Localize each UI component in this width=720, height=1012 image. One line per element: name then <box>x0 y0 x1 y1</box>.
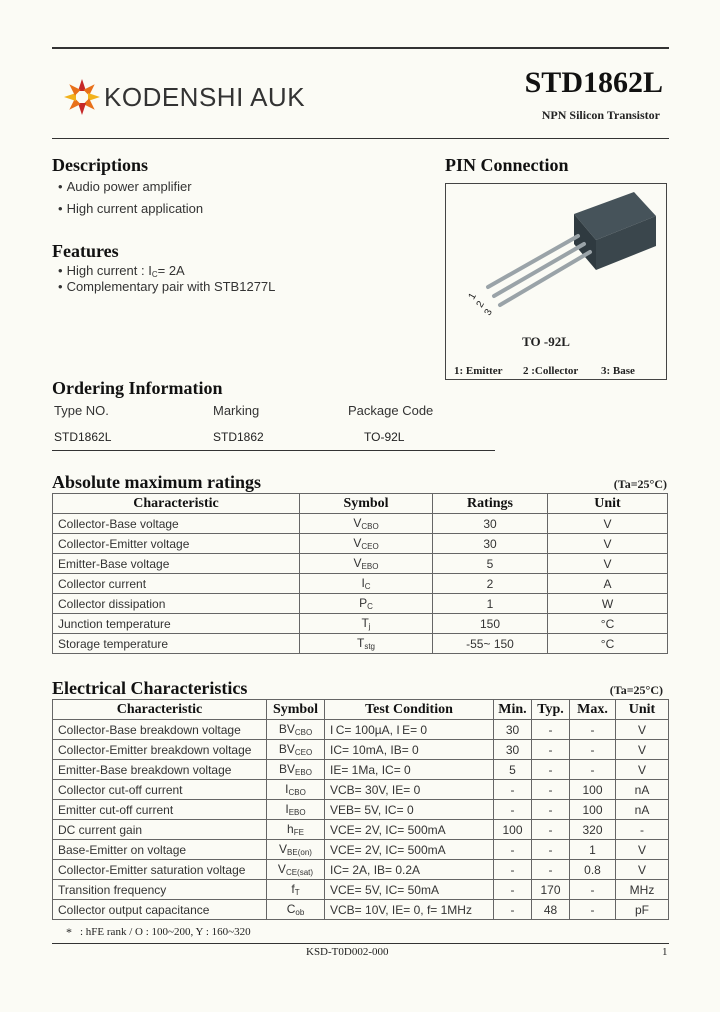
col-header: Test Condition <box>325 700 494 720</box>
typ-cell: - <box>532 860 570 880</box>
pin-connection-title: PIN Connection <box>445 155 569 175</box>
test-condition-cell: I C= 100µA, I E= 0 <box>325 720 494 740</box>
feature-item: • High current : $I_C= 2A$ <box>58 263 185 279</box>
symbol-cell: $f_T$ <box>267 880 325 900</box>
unit-cell: - <box>616 820 669 840</box>
min-cell: 5 <box>494 760 532 780</box>
description-item: • Audio power amplifier <box>58 179 192 194</box>
feature-item-suffix: = 2A <box>157 263 185 278</box>
typ-cell: - <box>532 820 570 840</box>
test-condition-cell: VCE= 2V, IC= 500mA <box>325 840 494 860</box>
top-rule <box>52 47 669 49</box>
unit-cell: V <box>616 760 669 780</box>
logo-sunburst-icon <box>62 77 102 117</box>
table-row <box>53 720 669 740</box>
max-cell: - <box>570 900 616 920</box>
characteristic-cell: Emitter-Base breakdown voltage <box>53 760 267 780</box>
symbol-cell: $P_C$ <box>300 594 433 614</box>
table-row <box>53 514 668 534</box>
min-cell: 30 <box>494 720 532 740</box>
unit-cell: V <box>548 514 668 534</box>
table-row <box>53 614 668 634</box>
ordering-header-package: Package Code <box>348 403 434 418</box>
rating-cell: 5 <box>433 554 548 574</box>
symbol-cell: $V_{CBO}$ <box>300 514 433 534</box>
abs-max-title: Absolute maximum ratings <box>52 472 262 492</box>
unit-cell: nA <box>616 780 669 800</box>
table-row <box>53 820 669 840</box>
rating-cell: -55~ 150 <box>433 634 548 654</box>
characteristic-cell: Base-Emitter on voltage <box>53 840 267 860</box>
col-header: Min. <box>494 700 532 720</box>
table-row <box>53 800 669 820</box>
max-cell: - <box>570 740 616 760</box>
electrical-condition: (Ta=25°C) <box>609 683 663 697</box>
symbol-cell: $BV_{EBO}$ <box>267 760 325 780</box>
max-cell: - <box>570 880 616 900</box>
max-cell: 1 <box>570 840 616 860</box>
min-cell: - <box>494 780 532 800</box>
ordering-package-value: TO-92L <box>364 430 405 444</box>
pin-number-label: 3 <box>482 307 495 318</box>
min-cell: 100 <box>494 820 532 840</box>
characteristic-cell: DC current gain <box>53 820 267 840</box>
descriptions-title: Descriptions <box>52 155 148 175</box>
table-row <box>53 534 668 554</box>
max-cell: 320 <box>570 820 616 840</box>
table-row <box>53 880 669 900</box>
max-cell: 100 <box>570 780 616 800</box>
characteristic-cell: Storage temperature <box>53 634 300 654</box>
col-header: Max. <box>570 700 616 720</box>
typ-cell: 48 <box>532 900 570 920</box>
symbol-cell: $BV_{CEO}$ <box>267 740 325 760</box>
brand-name: KODENSHI AUK <box>104 82 306 112</box>
features-title: Features <box>52 241 119 261</box>
symbol-cell: $V_{BE(on)}$ <box>267 840 325 860</box>
symbol-cell: $I_{CBO}$ <box>267 780 325 800</box>
pin-label-emitter: 1: Emitter <box>454 365 503 377</box>
doc-code: KSD-T0D002-000 <box>306 946 389 958</box>
symbol-cell: $V_{CE(sat)}$ <box>267 860 325 880</box>
characteristic-cell: Collector dissipation <box>53 594 300 614</box>
kodenshi-logo <box>62 77 102 117</box>
page-number: 1 <box>662 946 668 958</box>
footer-rule <box>52 943 669 944</box>
col-header: Ratings <box>433 494 548 514</box>
table-row <box>53 780 669 800</box>
table-header-row <box>53 700 669 720</box>
table-header-row <box>53 494 668 514</box>
table-row <box>53 594 668 614</box>
unit-cell: MHz <box>616 880 669 900</box>
unit-cell: A <box>548 574 668 594</box>
col-header: Characteristic <box>53 494 300 514</box>
table-row <box>53 760 669 780</box>
min-cell: - <box>494 880 532 900</box>
characteristic-cell: Collector-Emitter voltage <box>53 534 300 554</box>
table-row <box>53 574 668 594</box>
max-cell: 100 <box>570 800 616 820</box>
unit-cell: V <box>616 720 669 740</box>
rating-cell: 150 <box>433 614 548 634</box>
characteristic-cell: Collector cut-off current <box>53 780 267 800</box>
unit-cell: V <box>548 554 668 574</box>
test-condition-cell: IC= 2A, IB= 0.2A <box>325 860 494 880</box>
characteristic-cell: Transition frequency <box>53 880 267 900</box>
col-header: Symbol <box>267 700 325 720</box>
description-item-label: Audio power amplifier <box>66 179 192 194</box>
unit-cell: pF <box>616 900 669 920</box>
symbol-cell: $I_C$ <box>300 574 433 594</box>
symbol-cell: $h_{FE}$ <box>267 820 325 840</box>
col-header: Unit <box>616 700 669 720</box>
feature-item-label: Complementary pair with STB1277L <box>66 279 276 294</box>
unit-cell: °C <box>548 634 668 654</box>
ordering-rule <box>52 450 495 451</box>
characteristic-cell: Collector-Base voltage <box>53 514 300 534</box>
unit-cell: V <box>616 840 669 860</box>
unit-cell: V <box>616 860 669 880</box>
min-cell: - <box>494 800 532 820</box>
symbol-cell: $T_{stg}$ <box>300 634 433 654</box>
table-row <box>53 860 669 880</box>
test-condition-cell: VCB= 10V, IE= 0, f= 1MHz <box>325 900 494 920</box>
electrical-body <box>53 720 669 920</box>
col-header: Symbol <box>300 494 433 514</box>
col-header: Characteristic <box>53 700 267 720</box>
symbol-cell: $I_{EBO}$ <box>267 800 325 820</box>
footnote-text: : hFE rank / O : 100~200, Y : 160~320 <box>80 926 251 938</box>
characteristic-cell: Emitter cut-off current <box>53 800 267 820</box>
ordering-type-value: STD1862L <box>54 430 112 444</box>
unit-cell: V <box>616 740 669 760</box>
unit-cell: nA <box>616 800 669 820</box>
max-cell: 0.8 <box>570 860 616 880</box>
package-label: TO -92L <box>522 334 570 349</box>
abs-max-condition: (Ta=25°C) <box>613 477 667 491</box>
part-number: STD1862L <box>524 66 663 99</box>
feature-item-sub: C <box>151 270 158 279</box>
symbol-cell: $V_{EBO}$ <box>300 554 433 574</box>
rating-cell: 1 <box>433 594 548 614</box>
table-row <box>53 900 669 920</box>
symbol-cell: $BV_{CBO}$ <box>267 720 325 740</box>
min-cell: - <box>494 840 532 860</box>
pin-number-label: 1 <box>466 291 479 302</box>
characteristic-cell: Collector output capacitance <box>53 900 267 920</box>
feature-item-label: High current : I <box>66 263 152 278</box>
typ-cell: - <box>532 780 570 800</box>
typ-cell: - <box>532 760 570 780</box>
test-condition-cell: VCB= 30V, IE= 0 <box>325 780 494 800</box>
characteristic-cell: Collector-Emitter saturation voltage <box>53 860 267 880</box>
pin-label-collector: 2 :Collector <box>523 365 579 377</box>
description-item: • High current application <box>58 201 204 216</box>
table-row <box>53 840 669 860</box>
pin-number-label: 2 <box>474 299 487 310</box>
footnote-star: * <box>66 925 72 939</box>
test-condition-cell: VEB= 5V, IC= 0 <box>325 800 494 820</box>
part-type: NPN Silicon Transistor <box>541 108 660 122</box>
symbol-cell: $C_{ob}$ <box>267 900 325 920</box>
symbol-cell: $T_j$ <box>300 614 433 634</box>
unit-cell: V <box>548 534 668 554</box>
ordering-header-type: Type NO. <box>54 403 109 418</box>
typ-cell: - <box>532 740 570 760</box>
min-cell: - <box>494 860 532 880</box>
max-cell: - <box>570 720 616 740</box>
unit-cell: °C <box>548 614 668 634</box>
max-cell: - <box>570 760 616 780</box>
table-row <box>53 740 669 760</box>
table-row <box>53 554 668 574</box>
typ-cell: - <box>532 800 570 820</box>
pin-label-base: 3: Base <box>601 365 635 377</box>
unit-cell: W <box>548 594 668 614</box>
abs-max-table <box>52 493 668 654</box>
electrical-title: Electrical Characteristics <box>52 678 248 698</box>
rating-cell: 30 <box>433 514 548 534</box>
test-condition-cell: IC= 10mA, IB= 0 <box>325 740 494 760</box>
feature-item: • Complementary pair with STB1277L <box>58 279 276 294</box>
ordering-header-marking: Marking <box>213 403 260 418</box>
electrical-table <box>52 699 669 920</box>
table-row <box>53 634 668 654</box>
test-condition-cell: VCE= 5V, IC= 50mA <box>325 880 494 900</box>
min-cell: - <box>494 900 532 920</box>
characteristic-cell: Collector-Emitter breakdown voltage <box>53 740 267 760</box>
rating-cell: 30 <box>433 534 548 554</box>
header-rule <box>52 138 669 139</box>
characteristic-cell: Emitter-Base voltage <box>53 554 300 574</box>
symbol-cell: $V_{CEO}$ <box>300 534 433 554</box>
ordering-title: Ordering Information <box>52 378 223 398</box>
col-header: Typ. <box>532 700 570 720</box>
rating-cell: 2 <box>433 574 548 594</box>
test-condition-cell: IE= 1Ma, IC= 0 <box>325 760 494 780</box>
typ-cell: - <box>532 720 570 740</box>
characteristic-cell: Collector-Base breakdown voltage <box>53 720 267 740</box>
col-header: Unit <box>548 494 668 514</box>
characteristic-cell: Junction temperature <box>53 614 300 634</box>
characteristic-cell: Collector current <box>53 574 300 594</box>
ordering-marking-value: STD1862 <box>213 430 264 444</box>
typ-cell: 170 <box>532 880 570 900</box>
min-cell: 30 <box>494 740 532 760</box>
test-condition-cell: VCE= 2V, IC= 500mA <box>325 820 494 840</box>
typ-cell: - <box>532 840 570 860</box>
pin-connection-box <box>445 183 667 380</box>
abs-max-body <box>53 514 668 654</box>
description-item-label: High current application <box>66 201 204 216</box>
